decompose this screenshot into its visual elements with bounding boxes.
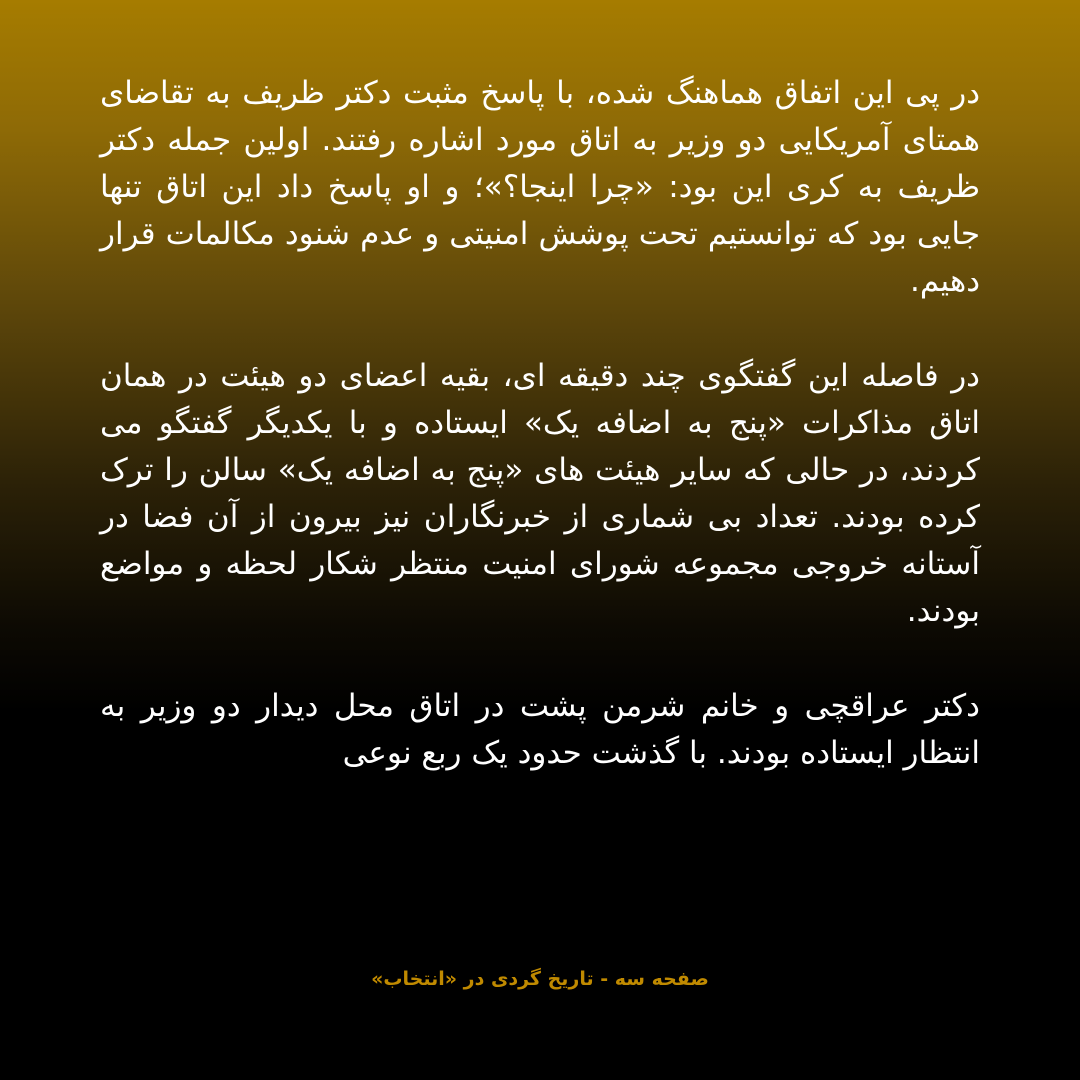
- article-body: [100, 70, 980, 825]
- paragraph-3: دکتر عراقچی و خانم شرمن پشت در اتاق محل دیدار دو وزیر به انتظار ایستاده بودند. با گذشت حدود یک ربع نوعی: [100, 688, 980, 771]
- page-footer: صفحه سه - تاریخ گردی در «انتخاب»: [371, 968, 709, 990]
- paragraph-1: در پی این اتفاق هماهنگ شده، با پاسخ مثبت دکتر ظریف به تقاضای همتای آمریکایی دو وزیر به اتاق مورد اشاره رفتند. اولین جمله دکتر ظریف به کری این بود: «چرا اینجا؟»؛ و او پاسخ داد این اتاق تنها جایی بود که توانستیم تحت پوشش امنیتی و عدم شنود مکالمات قرار دهیم.: [100, 75, 980, 299]
- paragraph-2: در فاصله این گفتگوی چند دقیقه ای، بقیه اعضای دو هیئت در همان اتاق مذاکرات «پنج به اضافه یک» ایستاده و با یکدیگر گفتگو می کردند، در حالی که سایر هیئت های «پنج به اضافه یک» سالن را ترک کرده بودند. تعداد بی شماری از خبرنگاران نیز بیرون از آن فضا در آستانه خروجی مجموعه شورای امنیت منتظر شکار لحظه و مواضع بودند.: [100, 358, 980, 629]
